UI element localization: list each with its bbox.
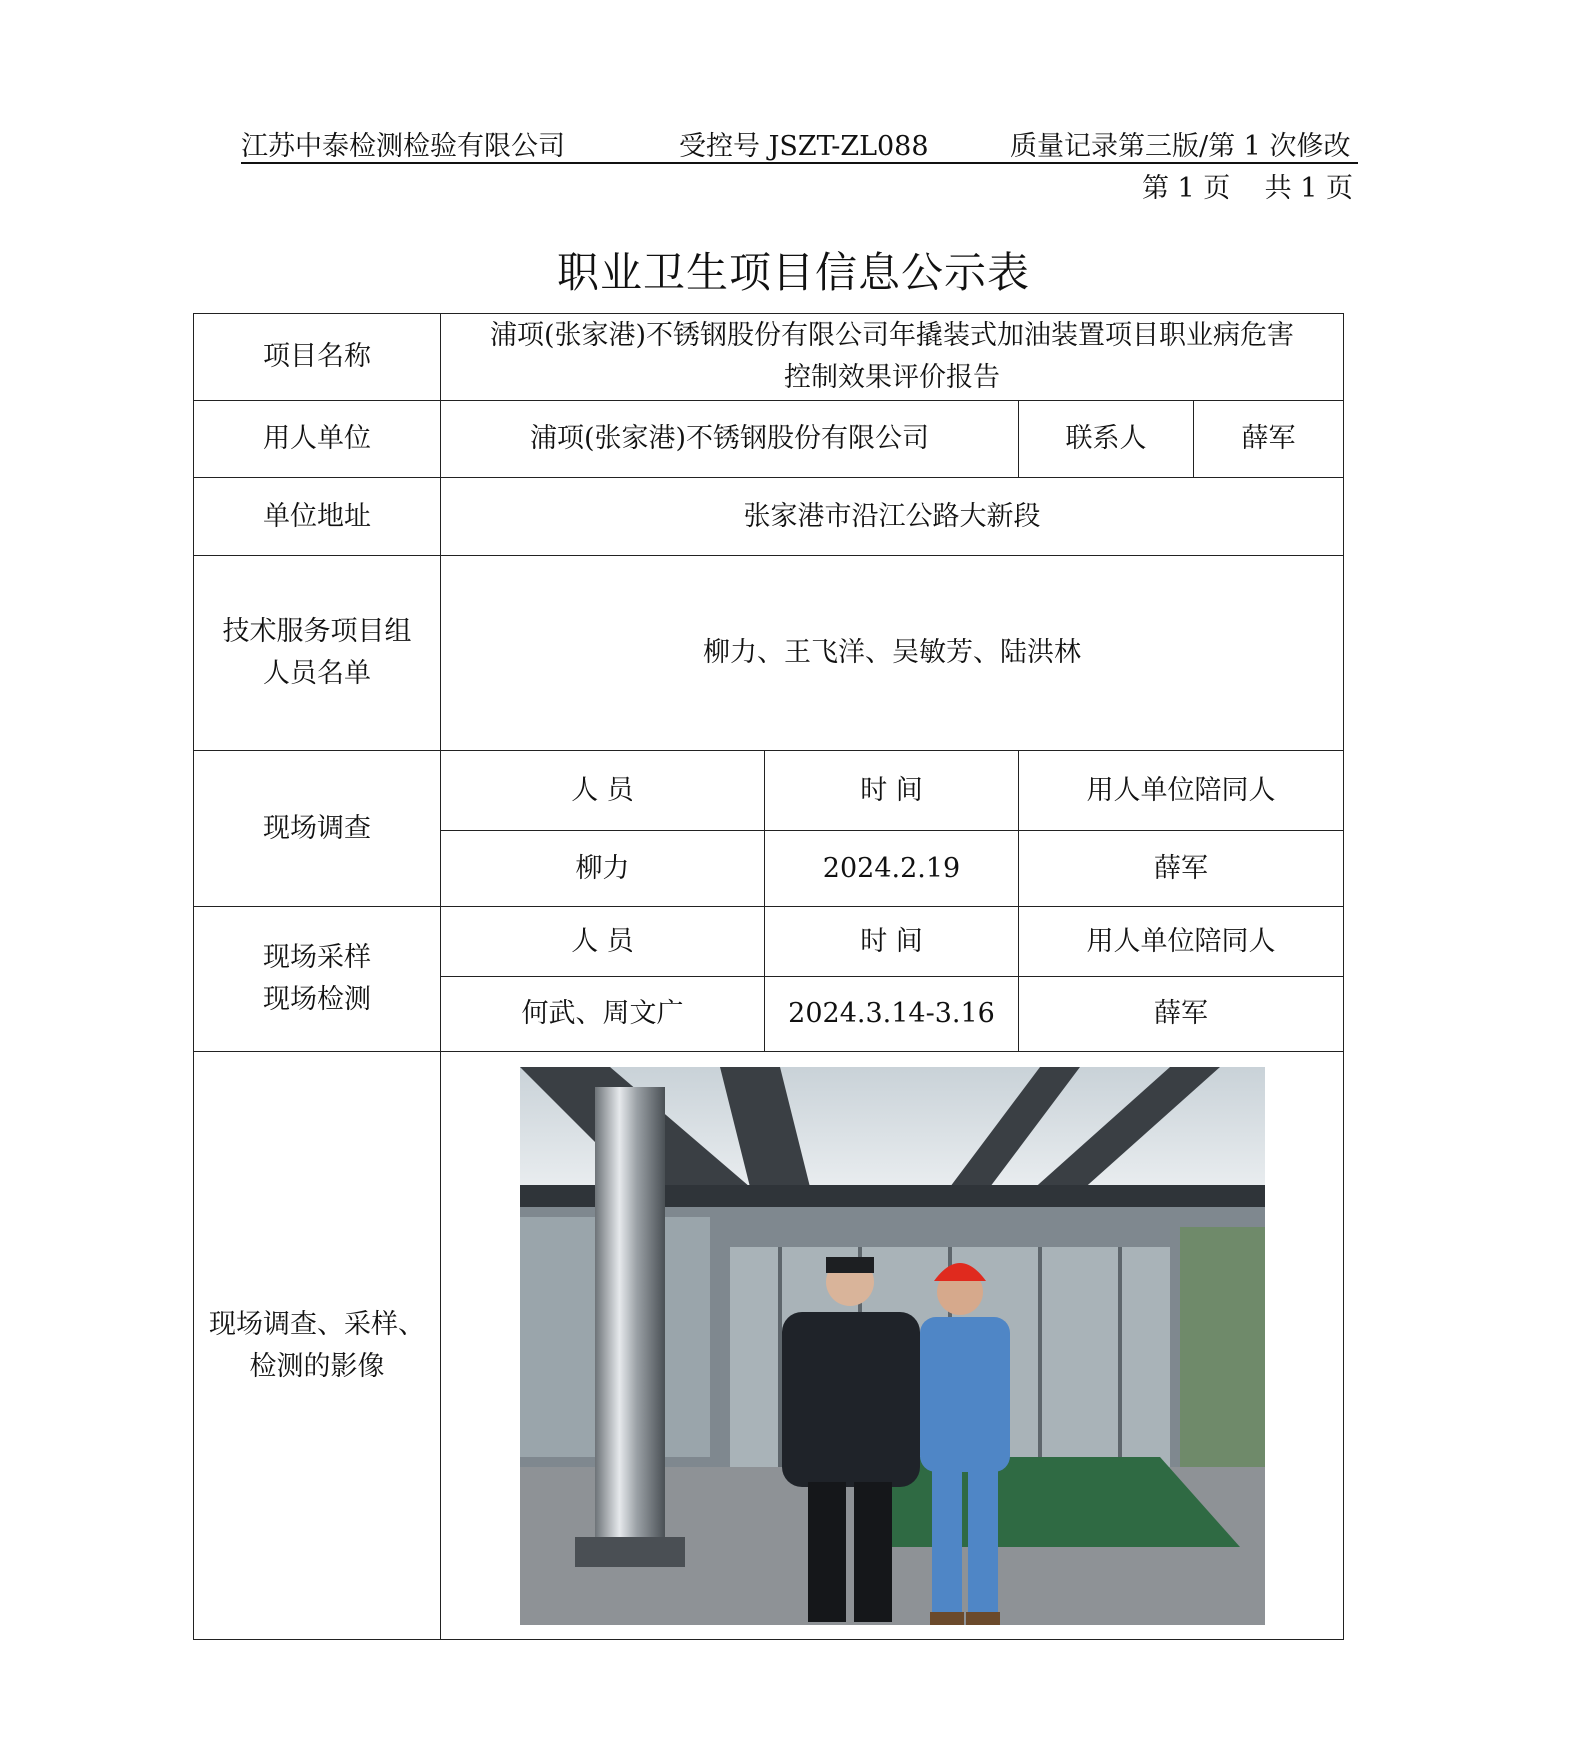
survey-time: 2024.2.19 [765,831,1019,907]
contact-name: 薛军 [1194,401,1344,478]
trees-right [1180,1227,1265,1487]
pillar-base [575,1537,685,1567]
row-images [194,1052,1344,1640]
info-table [193,313,1344,1640]
page-info [1142,166,1353,205]
address-value: 张家港市沿江公路大新段 [441,478,1344,556]
header-company: 江苏中泰检测检验有限公司 [241,131,565,162]
steel-pillar [595,1087,665,1547]
header-record-version: 质量记录第三版/第 1 次修改 [1010,131,1351,162]
employer-name: 浦项(张家港)不锈钢股份有限公司 [441,401,1019,478]
project-name [441,314,1344,401]
images-cell [441,1052,1344,1640]
header-control-number: 受控号 JSZT-ZL088 [679,131,929,162]
site-photo [520,1067,1265,1625]
row-address [194,478,1344,556]
sampling-col-time: 时 间 [765,907,1019,977]
team-label-line-1: 技术服务项目组 [222,616,412,647]
site-photo-drawing [520,1067,1265,1625]
sampling-companion: 薛军 [1019,977,1344,1052]
sampling-label-line-2: 现场检测 [263,984,371,1015]
images-label-line-2: 检测的影像 [249,1350,385,1382]
team-label-line-2: 人员名单 [263,658,371,689]
page-title: 职业卫生项目信息公示表 [556,248,1030,297]
row-team [194,556,1344,751]
team-members: 柳力、王飞洋、吴敏芳、陆洪林 [441,556,1344,751]
header-rule [241,162,1358,164]
address-label: 单位地址 [194,478,441,556]
team-label [194,556,441,751]
sampling-label [194,907,441,1052]
project-name-line-1: 浦项(张家港)不锈钢股份有限公司年撬装式加油装置项目职业病危害 [489,320,1295,351]
page-number: 第 1 页 [1141,173,1231,204]
sampling-label-line-1: 现场采样 [263,942,371,973]
survey-col-time: 时 间 [765,751,1019,831]
sampling-col-person: 人 员 [441,907,765,977]
page-total: 共 1 页 [1264,173,1353,204]
survey-companion: 薛军 [1019,831,1344,907]
project-label: 项目名称 [194,314,441,401]
row-survey-header [194,751,1344,831]
survey-col-companion: 用人单位陪同人 [1019,751,1344,831]
row-employer [194,401,1344,478]
survey-person: 柳力 [441,831,765,907]
employer-label: 用人单位 [194,401,441,478]
images-label [194,1052,441,1640]
sampling-col-companion: 用人单位陪同人 [1019,907,1344,977]
sampling-person: 何武、周文广 [441,977,765,1052]
row-sampling-header [194,907,1344,977]
contact-label: 联系人 [1019,401,1194,478]
sampling-time: 2024.3.14-3.16 [765,977,1019,1052]
project-name-line-2: 控制效果评价报告 [784,362,1000,393]
survey-label: 现场调查 [194,751,441,907]
row-project-name [194,314,1344,401]
survey-col-person: 人 员 [441,751,765,831]
images-label-line-1: 现场调查、采样、 [209,1308,425,1340]
